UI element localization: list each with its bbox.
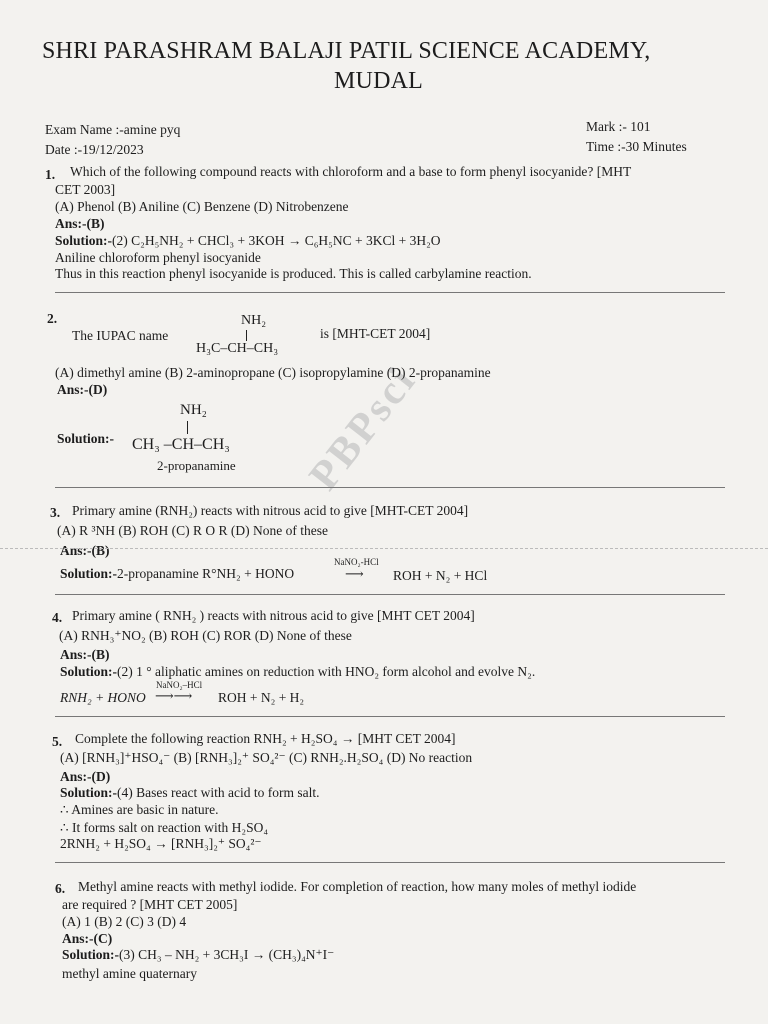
solution-line: ∴ It forms salt on reaction with H₂SO₄ [60, 820, 269, 835]
structure-substituent: NH₂ [241, 313, 267, 328]
structure-chain: H₃C–CH–CH₃ [196, 341, 279, 356]
divider [55, 487, 725, 488]
bond-line [187, 421, 188, 434]
solution [60, 784, 319, 801]
structure-substituent: NH₂ [180, 402, 207, 418]
question-options: (A) RNH₃⁺NO₂ (B) ROH (C) ROR (D) None of these [59, 628, 352, 643]
question-text: Primary amine (RNH₂) reacts with nitrous acid to give [MHT-CET 2004] [72, 503, 469, 518]
question-number: 1. [45, 167, 56, 182]
solution-label: Solution:- [60, 785, 118, 800]
structure-chain: CH₃ –CH–CH₃ [132, 436, 230, 453]
bond-line [246, 330, 247, 341]
question-text: is [MHT-CET 2004] [320, 326, 431, 341]
divider [55, 716, 725, 717]
reaction-arrow: ⟶ [345, 566, 364, 581]
divider [55, 292, 725, 293]
solution-label: Solution:- [60, 664, 118, 679]
reaction-products: ROH + N₂ + H₂ [218, 690, 305, 705]
exam-mark: Mark :- 101 [586, 119, 651, 134]
solution-label: Solution:- [55, 233, 113, 248]
solution [60, 565, 294, 582]
question-options: (A) dimethyl amine (B) 2-aminopropane (C) isopropylamine (D) 2-propanamine [55, 365, 491, 380]
divider [55, 594, 725, 595]
solution-line: Aniline chloroform phenyl isocyanide [55, 250, 261, 265]
reaction-reactants: RNH₂ + HONO [60, 690, 146, 705]
question-text: Complete the following reaction RNH₂ + H₂SO₄ → [MHT CET 2004] [75, 731, 456, 746]
reaction-arrow: ⟶⟶ [155, 688, 193, 703]
answer: Ans:-(D) [60, 769, 111, 784]
question-options: (A) R ³NH (B) ROH (C) R O R (D) None of these [57, 523, 329, 538]
answer: Ans:-(C) [62, 931, 113, 946]
question-text: Which of the following compound reacts with chloroform and a base to form phenyl isocyanide? [MHT [70, 164, 632, 179]
solution [62, 946, 334, 963]
arrow-condition: NaNO₂–HCl [156, 680, 203, 690]
solution-label: Solution:- [57, 431, 115, 446]
question-number: 3. [50, 505, 61, 520]
solution [55, 232, 441, 249]
solution-line: Thus in this reaction phenyl isocyanide is produced. This is called carbylamine reaction. [55, 266, 532, 281]
answer: Ans:-(B) [60, 543, 110, 558]
question-options: (A) 1 (B) 2 (C) 3 (D) 4 [62, 914, 187, 929]
question-text: are required ? [MHT CET 2005] [62, 897, 238, 912]
solution-text: (2) 1 ° aliphatic amines on reduction with HNO₂ form alcohol and evolve N₂. [117, 664, 536, 679]
arrow-condition: NaNO₂-HCl [334, 557, 379, 567]
answer: Ans:-(B) [55, 216, 105, 231]
watermark: PBPsci [300, 357, 426, 499]
scan-line [0, 548, 768, 549]
exam-date: Date :-19/12/2023 [45, 142, 144, 157]
question-options: (A) [RNH₃]⁺HSO₄⁻ (B) [RNH₃]₂⁺ SO₄²⁻ (C) RNH₂.H₂SO₄ (D) No reaction [60, 750, 473, 765]
reaction-products: ROH + N₂ + HCl [393, 568, 488, 583]
question-text: Primary amine ( RNH₂ ) reacts with nitrous acid to give [MHT CET 2004] [72, 608, 475, 623]
structure-name: 2-propanamine [157, 458, 236, 473]
exam-name: Exam Name :-amine pyq [45, 122, 181, 137]
question-text: The IUPAC name [72, 328, 169, 343]
solution-text: (4) Bases react with acid to form salt. [117, 785, 320, 800]
question-text: CET 2003] [55, 182, 116, 197]
solution [60, 663, 535, 680]
question-options: (A) Phenol (B) Aniline (C) Benzene (D) Nitrobenzene [55, 199, 349, 214]
question-number: 4. [52, 610, 63, 625]
answer: Ans:-(B) [60, 647, 110, 662]
solution-line: methyl amine quaternary [62, 966, 197, 981]
divider [55, 862, 725, 863]
solution-text: 2-propanamine R°NH₂ + HONO [117, 566, 295, 581]
question-number: 5. [52, 734, 63, 749]
solution-line: 2RNH₂ + H₂SO₄ → [RNH₃]₂⁺ SO₄²⁻ [60, 836, 262, 851]
solution-text: (3) CH₃ – NH₂ + 3CH₃I → (CH₃)₄N⁺I⁻ [119, 947, 335, 962]
academy-title: SHRI PARASHRAM BALAJI PATIL SCIENCE ACADEMY, [42, 38, 651, 64]
question-number: 2. [47, 311, 58, 326]
answer: Ans:-(D) [57, 382, 108, 397]
solution-label: Solution:- [62, 947, 120, 962]
solution-text: (2) C₂H₅NH₂ + CHCl₃ + 3KOH → C₆H₅NC + 3KCl + 3H₂O [112, 233, 441, 248]
question-text: Methyl amine reacts with methyl iodide. For completion of reaction, how many moles of methyl iodide [78, 879, 637, 894]
academy-title-location: MUDAL [334, 68, 423, 94]
question-number: 6. [55, 881, 66, 896]
solution-label: Solution:- [60, 566, 118, 581]
solution-line: ∴ Amines are basic in nature. [60, 802, 219, 817]
exam-time: Time :-30 Minutes [586, 139, 687, 154]
